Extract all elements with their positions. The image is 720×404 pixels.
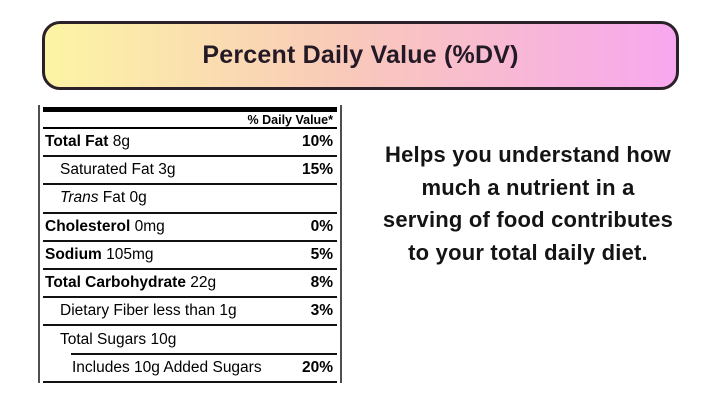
- daily-value-header: % Daily Value*: [43, 112, 337, 129]
- nutrient-amount: 105mg: [101, 245, 154, 263]
- description-line: Helps you understand how: [385, 142, 671, 167]
- nutrient-amount: Fat 0g: [98, 189, 147, 207]
- nutrient-row-total-carbohydrate: [43, 270, 337, 298]
- nutrient-dv: 3%: [310, 302, 333, 320]
- nutrient-name: Total Fat: [45, 133, 109, 151]
- nutrient-amount: 10g: [146, 331, 177, 349]
- nutrient-row-sodium: [43, 242, 337, 270]
- nutrient-dv: 5%: [310, 245, 333, 263]
- nutrient-name: Cholesterol: [45, 217, 131, 235]
- page-title: Percent Daily Value (%DV): [202, 41, 519, 69]
- description-line: much a nutrient in a: [421, 174, 635, 200]
- nutrient-dv: 8%: [310, 274, 333, 292]
- nutrient-name: Saturated Fat: [60, 161, 154, 179]
- nutrient-name: Total Sugars: [60, 331, 147, 349]
- nutrient-amount: 3g: [153, 161, 176, 179]
- nutrient-dv: 0%: [310, 217, 333, 235]
- nutrient-name: Trans: [60, 189, 99, 207]
- description-line: to your total daily diet.: [408, 239, 648, 265]
- description-line: serving of food contributes: [382, 207, 674, 232]
- nutrition-label: [38, 105, 342, 383]
- nutrient-row-total-sugars: [43, 326, 337, 354]
- nutrient-dv: 15%: [301, 161, 333, 179]
- nutrient-amount: 0mg: [130, 217, 165, 235]
- nutrient-amount: 22g: [185, 274, 217, 292]
- nutrient-name: Includes 10g Added Sugars: [72, 358, 262, 376]
- nutrient-row-saturated-fat: [43, 157, 337, 185]
- nutrient-row-trans-fat: [43, 185, 337, 213]
- nutrient-dv: 20%: [301, 358, 333, 376]
- nutrient-row-total-fat: [43, 129, 337, 157]
- nutrient-name: Total Carbohydrate: [45, 274, 186, 292]
- nutrient-dv: 10%: [301, 133, 333, 151]
- nutrient-amount: 8g: [108, 133, 130, 151]
- title-banner: [42, 21, 679, 90]
- nutrient-amount: less than 1g: [148, 302, 237, 320]
- dv-description: [348, 139, 708, 269]
- nutrient-row-dietary-fiber: [43, 298, 337, 326]
- nutrient-name: Sodium: [45, 245, 102, 263]
- nutrient-row-added-sugars: [43, 355, 337, 383]
- nutrient-name: Dietary Fiber: [60, 302, 149, 320]
- nutrient-row-cholesterol: [43, 214, 337, 242]
